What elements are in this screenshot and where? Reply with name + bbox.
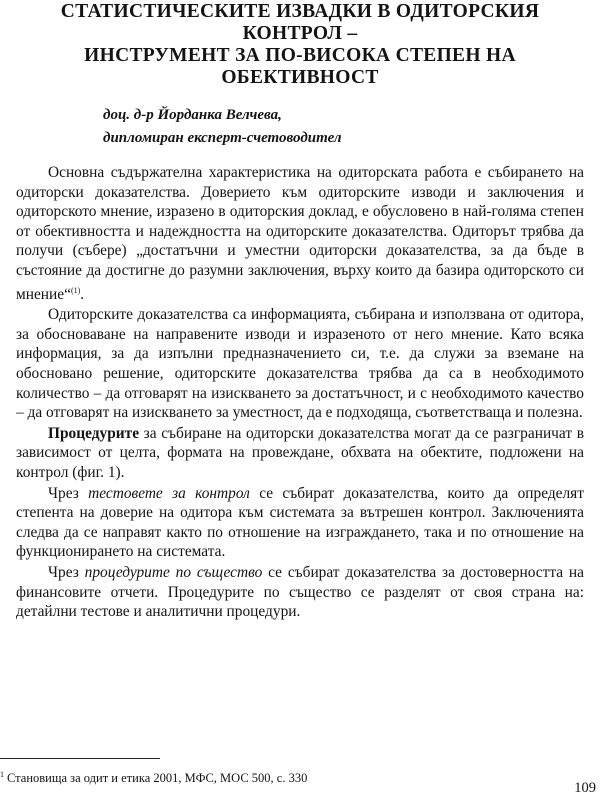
paragraph: Одиторските доказателства са информацията, събирана и използвана от одитора, за обосноваване на направените изводи и изразеното от него мнение. Като всяка информация, за да изпълни предназначението си, т.е. да служи за вземане на обосновано решение, одиторските доказателства трябва да са в необходимото количество – да отговарят на изискването за достатъчност, и с необходимото качество – да отговарят на изискването за уместност, да е подходяща, съответстваща и полезна. bbox=[16, 306, 584, 422]
paragraph bbox=[16, 563, 584, 622]
author-name: доц. д-р Йорданка Велчева, bbox=[103, 107, 282, 123]
paragraph-text: Чрез bbox=[48, 564, 85, 581]
italic-term: процедурите по същество bbox=[84, 564, 263, 581]
footnote-reference: (1) bbox=[70, 285, 81, 295]
article-title bbox=[20, 1, 580, 89]
italic-term: тестовете за контрол bbox=[88, 484, 250, 502]
page-number: 109 bbox=[574, 780, 596, 796]
bold-term: Процедурите bbox=[48, 424, 140, 442]
paragraph-text: се събират доказателства за достоверността на финансовите отчети. Процедурите по същество се разделят от своя страна на: детайлни тестове и аналитични процедури. bbox=[16, 564, 584, 621]
paragraph-text: се събират доказателства, които да определят степента на доверие на одитора към системата за вътрешен контрол. Заключенията следва да се направят както по отношение на изграждането, така и по отношение на функционирането на системата. bbox=[16, 484, 584, 561]
author-position: дипломиран експерт-счетоводител bbox=[103, 130, 342, 146]
article-body bbox=[16, 163, 584, 622]
paragraph bbox=[16, 163, 584, 304]
author-block bbox=[103, 104, 342, 150]
paragraph-text: Чрез bbox=[48, 484, 89, 502]
title-line: ОБЕКТИВНОСТ bbox=[221, 67, 379, 88]
paragraph bbox=[16, 424, 584, 483]
footnote-marker: 1 bbox=[0, 770, 4, 779]
paragraph-end: . bbox=[80, 285, 85, 303]
title-line: КОНТРОЛ – bbox=[242, 23, 358, 44]
paragraph-text: Основна съдържателна характеристика на одиторската работа е събирането на одиторски доказателства. Доверието към одиторските изводи и заключения и одиторското мнение, изразено в одиторския доклад, е обусловено в най-голяма степен от обективността и надеждността на одиторските доказателства. Одиторът трябва да получи (събере) „достатъчни и уместни одиторски доказателства, за да бъде в състояние да достигне до разумни заключения, върху които да базира одиторското си мнение“ bbox=[16, 164, 584, 303]
footnote-text: Становища за одит и етика 2001, МФС, МОС 500, с. 330 bbox=[7, 771, 308, 786]
paragraph-text: за събиране на одиторски доказателства могат да се разграничат в зависимост от целта, формата на провеждане, обхвата на обектите, подложени на контрол (фиг. 1). bbox=[16, 424, 584, 482]
title-line: ИНСТРУМЕНТ ЗА ПО-ВИСОКА СТЕПЕН НА bbox=[84, 45, 516, 66]
footnote-divider bbox=[0, 758, 160, 759]
paragraph bbox=[16, 484, 584, 562]
footnote bbox=[0, 767, 307, 786]
title-line: СТАТИСТИЧЕСКИТЕ ИЗВАДКИ В ОДИТОРСКИЯ bbox=[60, 1, 540, 22]
